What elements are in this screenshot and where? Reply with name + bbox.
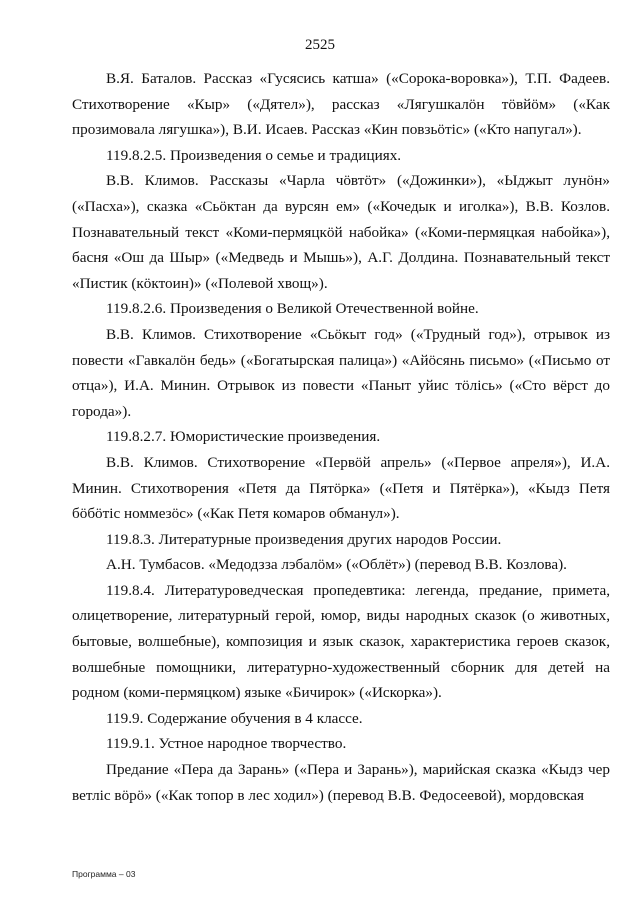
footer-label: Программа – 03	[72, 869, 136, 879]
page-number: 2525	[305, 37, 335, 53]
paragraph-family-works: В.В. Климов. Рассказы «Чарла чӧвтӧт» («Дожинки»), «Ыджыт лунӧн» («Пасха»), сказка «Сьӧктан да вурсян ем» («Кочедык и иголка»), В.В. Козлов. Познавательный текст «Коми-пермяцкӧй набойка» («Коми-пермяцкая набойка»), басня «Ош да Шыр» («Медведь и Мышь»), А.Г. Долдина. Познавательный текст «Пистик (кӧктоин)» («Полевой хвощ»).	[72, 172, 610, 292]
paragraph-humor-works: В.В. Климов. Стихотворение «Первӧй апрель» («Первое апреля»), И.А. Минин. Стихотворения «Петя да Пятӧрка» («Петя и Пятёрка»), «Кыдз Петя бӧбӧтiс номмезӧс» («Как Петя комаров обманул»).	[72, 453, 610, 523]
paragraph-literary-propaedeutics: 119.8.4. Литературоведческая пропедевтика: легенда, предание, примета, олицетворение, литературный герой, юмор, виды народных сказок (о животных, бытовые, волшебные), композиция и язык сказок, характеристика героев сказок, волшебные помощники, литературно-художественный сборник для детей на родном (коми-пермяцком) языке «Бичирок» («Искорка»).	[72, 581, 610, 702]
section-heading-humor: 119.8.2.7. Юмористические произведения.	[106, 428, 381, 446]
paragraph-other-peoples-works: А.Н. Тумбасов. «Медодзза лэбалӧм» («Облёт») (перевод В.В. Козлова).	[106, 556, 567, 574]
page-content	[72, 66, 610, 808]
paragraph-oral-folk-works: Предание «Пера да Зарань» («Пера и Зарань»), марийская сказка «Кыдз чер ветлiс вӧрӧ» («Как топор в лес ходил») (перевод В.В. Федосеевой), мордовская	[72, 761, 610, 804]
section-heading-oral-folk: 119.9.1. Устное народное творчество.	[106, 735, 347, 753]
section-heading-other-peoples: 119.8.3. Литературные произведения других народов России.	[106, 530, 502, 548]
paragraph-war-works: В.В. Климов. Стихотворение «Сьӧкыт год» («Трудный год»), отрывок из повести «Гавкалӧн бедь» («Богатырская палица») «Айӧсянь письмо» («Письмо от отца»), И.А. Минин. Отрывок из повести «Паныт уйис тӧлiсь» («Сто вёрст до города»).	[72, 325, 610, 420]
section-heading-family: 119.8.2.5. Произведения о семье и традициях.	[106, 146, 402, 164]
section-heading-grade-4: 119.9. Содержание обучения в 4 классе.	[106, 709, 363, 727]
paragraph-authors-list: В.Я. Баталов. Рассказ «Гусясись катша» («Сорока-воровка»), Т.П. Фадеев. Стихотворение «Кыр» («Дятел»), рассказ «Лягушкалӧн тӧвйӧм» («Как прозимовала лягушка»), В.И. Исаев. Рассказ «Кин повзьӧтiс» («Кто напугал»).	[72, 70, 610, 139]
section-heading-war: 119.8.2.6. Произведения о Великой Отечественной войне.	[106, 300, 479, 318]
